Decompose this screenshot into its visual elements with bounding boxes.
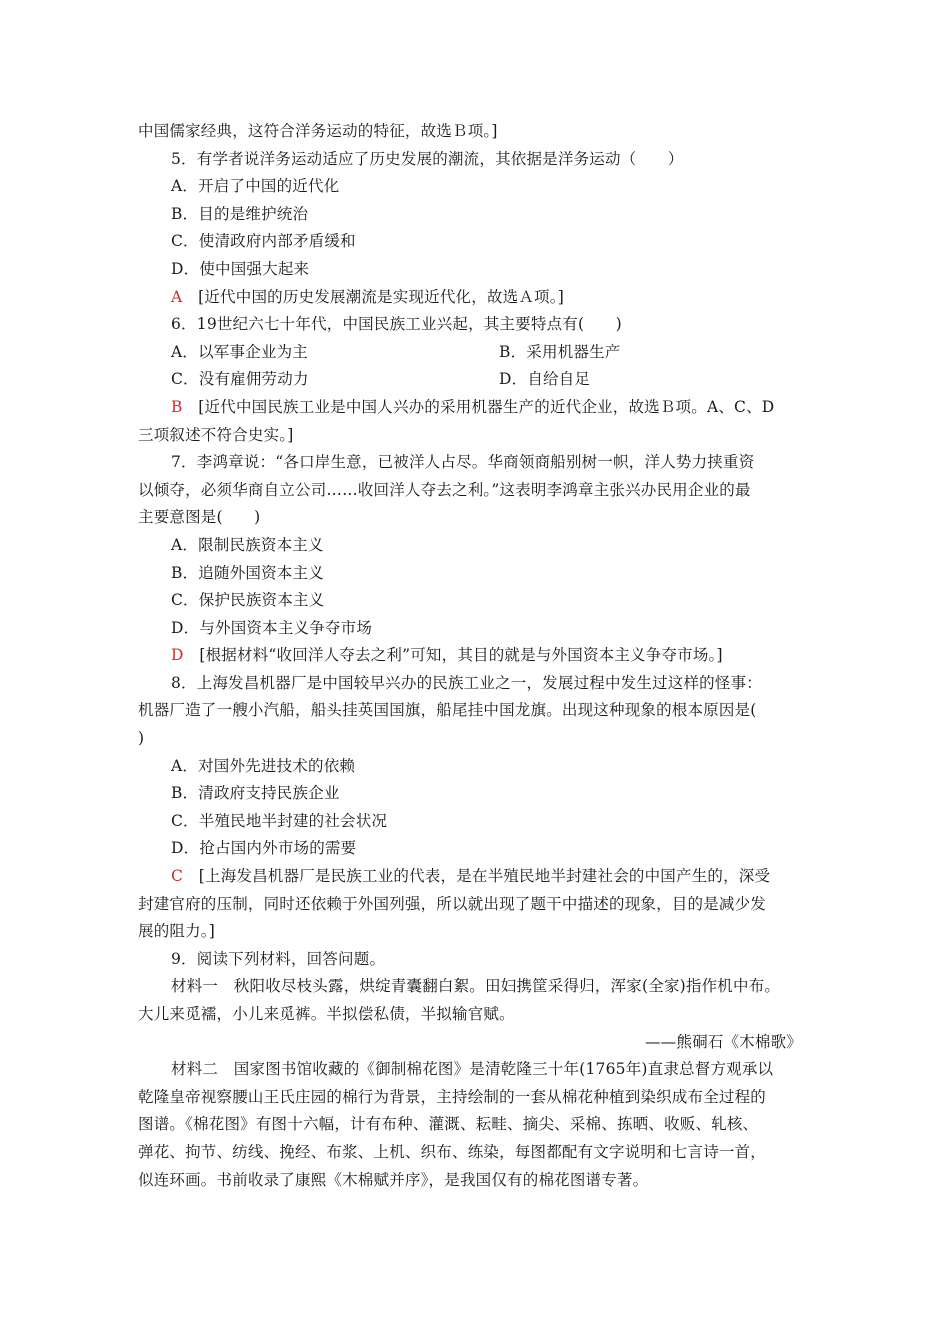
option-left: C．没有雇佣劳动力 (171, 370, 309, 389)
answer-key: A (171, 287, 183, 306)
text-line: 似连环画。书前收录了康熙《木棉赋并序》，是我国仅有的棉花图谱专著。 (138, 1170, 649, 1189)
option-right: B．采用机器生产 (499, 342, 621, 361)
text-line: 主要意图是( ) (138, 508, 261, 527)
answer-line (138, 284, 814, 312)
option-row (138, 366, 814, 394)
answer-line (138, 394, 814, 422)
option-right: D．自给自足 (499, 370, 591, 389)
answer-explanation: [近代中国民族工业是中国人兴办的采用机器生产的近代企业，故选Ｂ项。A、C、D (182, 397, 775, 416)
text-line: 机器厂造了一艘小汽船，船头挂英国国旗，船尾挂中国龙旗。出现这种现象的根本原因是( (138, 701, 757, 720)
text-line: A．开启了中国的近代化 (171, 177, 340, 196)
text-line: 三项叙述不符合史实。] (138, 425, 294, 444)
answer-explanation: [根据材料“收回洋人夺去之利”可知，其目的就是与外国资本主义争夺市场。] (183, 646, 723, 665)
option-left: A．以军事企业为主 (171, 342, 308, 361)
text-line: ) (138, 729, 145, 748)
text-line: D．与外国资本主义争夺市场 (171, 618, 373, 637)
text-line: 弹花、拘节、纺线、挽经、布浆、上机、织布、练染，每图都配有文字说明和七言诗一首， (138, 1142, 767, 1161)
text-line: 7．李鸿章说：“各口岸生意，已被洋人占尽。华商领商船别树一帜，洋人势力挟重资 (171, 453, 755, 472)
text-line: C．半殖民地半封建的社会状况 (171, 811, 388, 830)
answer-key: C (171, 867, 184, 886)
text-line: 5．有学者说洋务运动适应了历史发展的潮流，其依据是洋务运动（ ） (171, 149, 684, 168)
text-line: B．目的是维护统治 (171, 204, 309, 223)
option-row (138, 339, 814, 367)
answer-key: D (171, 646, 184, 665)
answer-explanation: [上海发昌机器厂是民族工业的代表，是在半殖民地半封建社会的中国产生的，深受 (183, 867, 771, 886)
text-line: A．限制民族资本主义 (171, 535, 324, 554)
document-page (138, 118, 814, 1194)
citation-source: ——熊硐石《木棉歌》 (644, 1032, 802, 1051)
text-line: B．追随外国资本主义 (171, 563, 324, 582)
text-line: C．保护民族资本主义 (171, 591, 325, 610)
text-line: 图谱。《棉花图》有图十六幅，计有布种、灌溉、耘畦、摘尖、采棉、拣晒、收贩、轧核、 (138, 1115, 759, 1134)
text-line: 展的阻力。] (138, 922, 215, 941)
text-line: 9．阅读下列材料，回答问题。 (171, 949, 386, 968)
text-line: B．清政府支持民族企业 (171, 784, 340, 803)
text-line: 材料二 国家图书馆收藏的《御制棉花图》是清乾隆三十年(1765年)直隶总督方观承以 (171, 1060, 774, 1079)
text-line: 封建官府的压制，同时还依赖于外国列强，所以就出现了题干中描述的现象，目的是减少发 (138, 894, 767, 913)
text-line: 乾隆皇帝视察腰山王氏庄园的棉行为背景，主持绘制的一套从棉花种植到染织成布全过程的 (138, 1087, 767, 1106)
answer-key: B (171, 397, 183, 416)
answer-explanation: [近代中国的历史发展潮流是实现近代化，故选Ａ项。] (182, 287, 564, 306)
text-line: 以倾夺，必须华商自立公司……收回洋人夺去之利。”这表明李鸿章主张兴办民用企业的最 (138, 480, 751, 499)
text-line: 6．19世纪六七十年代，中国民族工业兴起，其主要特点有( ) (171, 315, 622, 334)
text-line: D．抢占国内外市场的需要 (171, 839, 357, 858)
text-line: 大儿来觅襦，小儿来觅裤。半拟偿私债，半拟输官赋。 (138, 1005, 515, 1023)
text-line: C．使清政府内部矛盾缓和 (171, 232, 356, 251)
text-line: 中国儒家经典，这符合洋务运动的特征，故选Ｂ项。] (138, 122, 498, 140)
text-line: 材料一 秋阳收尽枝头露，烘绽青囊翻白絮。田妇携筐采得归，浑家(全家)指作机中布。 (171, 977, 781, 996)
text-line: 8．上海发昌机器厂是中国较早兴办的民族工业之一，发展过程中发生过这样的怪事： (171, 673, 762, 692)
answer-line (138, 863, 814, 891)
text-line: D．使中国强大起来 (171, 259, 310, 278)
text-line: A．对国外先进技术的依赖 (171, 756, 356, 775)
answer-line (138, 642, 814, 670)
